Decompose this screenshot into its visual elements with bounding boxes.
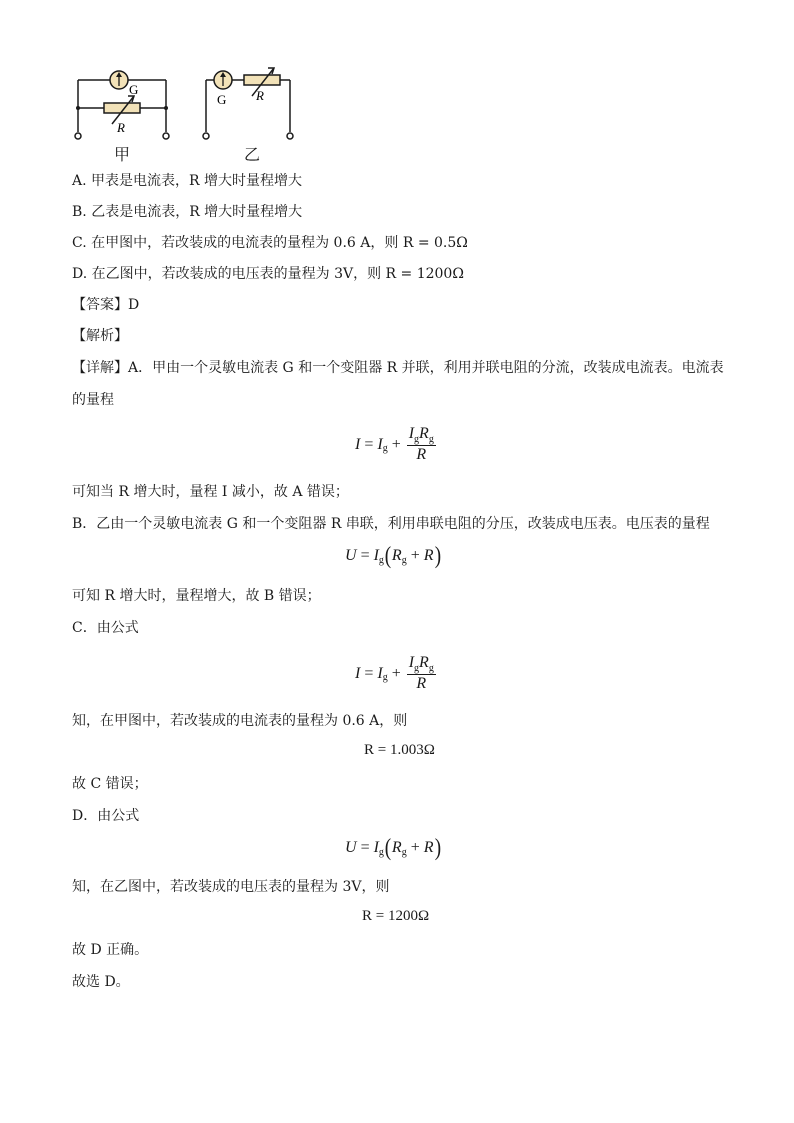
formula-voltage-2: U = I g ( R g + R )	[345, 835, 441, 861]
label-r-jia: R	[117, 120, 125, 135]
option-d: D. 在乙图中，若改装成的电压表的量程为 3V，则 R = 1200Ω	[72, 266, 464, 282]
detail-b-line: B．乙由一个灵敏电流表 G 和一个变阻器 R 串联，利用串联电阻的分压，改装成电压表。电压表的量程	[72, 516, 710, 532]
galvanometer-icon	[214, 71, 232, 89]
detail-d-conclusion: 故 D 正确。	[72, 942, 149, 958]
caption-jia: 甲	[114, 145, 131, 164]
detail-a-line1: 【详解】A．甲由一个灵敏电流表 G 和一个变阻器 R 并联，利用并联电阻的分流，改装成电流表。电流表	[72, 360, 724, 376]
option-c: C. 在甲图中，若改装成的电流表的量程为 0.6 A，则 R = 0.5Ω	[72, 235, 468, 251]
detail-c-conclusion: 故 C 错误；	[72, 776, 148, 792]
formula-current-1: I = I g + $\frac{I_gR_g}{R}$	[355, 425, 434, 463]
answer-line: 【答案】D	[72, 297, 140, 313]
final-choice: 故选 D。	[72, 974, 130, 990]
formula-r-value-d: R = 1200Ω	[362, 908, 430, 924]
detail-d-head: D．由公式	[72, 808, 140, 824]
detail-a-line2: 的量程	[72, 392, 114, 408]
detail-b-conclusion: 可知 R 增大时，量程增大，故 B 错误；	[72, 588, 321, 604]
galvanometer-icon	[110, 71, 128, 89]
label-g-yi: G	[217, 92, 227, 107]
detail-c-line: 知，在甲图中，若改装成的电流表的量程为 0.6 A，则	[72, 713, 408, 729]
label-r-yi: R	[256, 88, 264, 103]
formula-voltage-1: U = I g ( R g + R )	[345, 543, 441, 569]
detail-c-head: C．由公式	[72, 620, 139, 636]
option-b: B. 乙表是电流表，R 增大时量程增大	[72, 204, 303, 220]
formula-r-value-c: R = 1.003Ω	[364, 742, 435, 758]
analysis-heading: 【解析】	[72, 328, 128, 344]
label-g-jia: G	[129, 82, 139, 97]
formula-current-2: I = I g + $\frac{I_gR_g}{R}$	[355, 654, 434, 692]
detail-a-conclusion: 可知当 R 增大时，量程 I 减小，故 A 错误；	[72, 484, 349, 500]
caption-yi: 乙	[244, 145, 261, 164]
detail-d-line: 知，在乙图中，若改装成的电压表的量程为 3V，则	[72, 879, 390, 895]
option-a: A. 甲表是电流表，R 增大时量程增大	[72, 173, 303, 189]
